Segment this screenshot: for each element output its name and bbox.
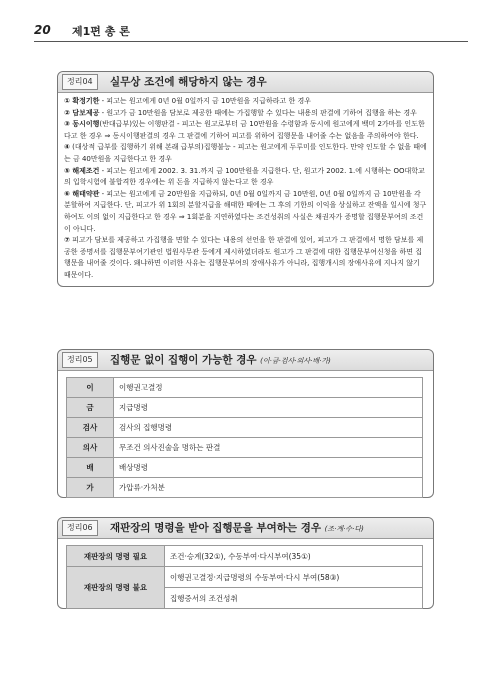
table-row: 이 이행권고결정: [67, 378, 423, 398]
judge-order-table: [66, 545, 423, 609]
mnemonic-note: (이·금·검사·의사·배·가): [260, 357, 331, 365]
box-header: [58, 72, 433, 93]
table-row: 금 지급명령: [67, 398, 423, 418]
summary-box-05: [57, 349, 434, 498]
table-row: 의사 무조건 의사진술을 명하는 판결: [67, 438, 423, 458]
table-row: 재판장의 명령 필요 조건·승계(32①), 수동부여·다시부여(35①): [67, 546, 423, 567]
list-item: ③ 동시이행(반대급부)있는 이행판결 - 피고는 원고로부터 금 10만원을 수령함과 동시에 원고에게 백미 2가마를 인도한다고 한 경우 ⇒ 동시이행판결의 경우 그 판결에 기하여 피고를 위하여 집행문을 내어줄 수는 없음을 주의하여야 한다.: [64, 120, 425, 140]
summary-tag: 정리05: [62, 352, 98, 368]
header-rule: [34, 41, 468, 42]
list-item: ⑤ 해제조건 - 피고는 원고에게 2002. 3. 31.까지 금 100만원을 지급한다. 단, 원고가 2002. 1.에 시행하는 OO대학교의 입학시험에 불합격한 경우에는 위 돈을 지급하지 않는다고 한 경우: [64, 166, 425, 187]
summary-tag: 정리04: [62, 74, 98, 90]
table-row: 집행증서의 조건성취: [67, 588, 423, 609]
box-title: 집행문 없이 집행이 가능한 경우 (이·금·검사·의사·배·가): [110, 354, 331, 366]
page-number: 20: [34, 23, 51, 37]
list-item: ① 확정기한 - 피고는 원고에게 0년 0월 0일까지 금 10만원을 지급하라고 한 경우: [64, 97, 311, 105]
table-row: 배 배상명령: [67, 458, 423, 478]
summary-box-04: [57, 71, 434, 287]
box-title: 실무상 조건에 해당하지 않는 경우: [110, 76, 267, 88]
box-title: 재판장의 명령을 받아 집행문을 부여하는 경우 (조·계·수·다): [110, 522, 364, 534]
box-header: [58, 518, 433, 539]
box-body: [58, 93, 433, 286]
list-item: ④ (대상적 급부를 집행하기 위해 본래 급부의)집행불능 - 피고는 원고에게 두루미를 인도한다. 만약 인도할 수 없을 때에는 금 40만원을 지급한다고 한 경우: [64, 143, 427, 163]
box-header: [58, 350, 433, 371]
list-item: ⑦ 피고가 담보를 제공하고 가집행을 면할 수 있다는 내용의 선언을 한 판결에 있어, 피고가 그 판결에서 명한 담보를 제공한 증명서를 집행문부여기관인 법원사무관 등에게 제시하였더라도 원고가 그 판결에 대한 집행문부여신청을 하면 집행문을 내어줄 것이다. 왜냐하면 이러한 사유는 집행문부여의 장애사유가 아니라, 집행개시의 장애사유에 지나지 않기 때문이다.: [64, 236, 424, 279]
table-row: 가 가압류·가처분: [67, 478, 423, 498]
list-item: ⑥ 해태약관 - 피고는 원고에게 금 20만원을 지급하되, 0년 0월 0일까지 금 10만원, 0년 0월 0일까지 금 10만원을 각 분할하여 지급한다. 단, 피고가 위 1회의 분할지급을 해태한 때에는 그 후의 기한의 이익을 상실하고 잔액을 일시에 청구하여도 이의 없이 지급한다고 한 경우 ⇒ 1회분을 지연하였다는 조건성취의 사실은 채권자가 증명할 집행문부여의 조건이 아니다.: [64, 189, 427, 233]
no-writ-table: [66, 377, 423, 498]
table-row: 검사 검사의 집행명령: [67, 418, 423, 438]
table-row: 재판장의 명령 불요 이행권고결정·지급명령의 수동부여·다시 부여(58③): [67, 567, 423, 588]
mnemonic-note: (조·계·수·다): [324, 525, 364, 533]
part-title: 제1편 총 론: [72, 25, 130, 38]
summary-box-06: [57, 517, 434, 609]
summary-tag: 정리06: [62, 520, 98, 536]
list-item: ② 담보제공 - 원고가 금 10만원을 담보로 제공한 때에는 가집행할 수 있다는 내용의 판결에 기하여 집행을 하는 경우: [64, 108, 417, 117]
page-header: [34, 20, 468, 42]
